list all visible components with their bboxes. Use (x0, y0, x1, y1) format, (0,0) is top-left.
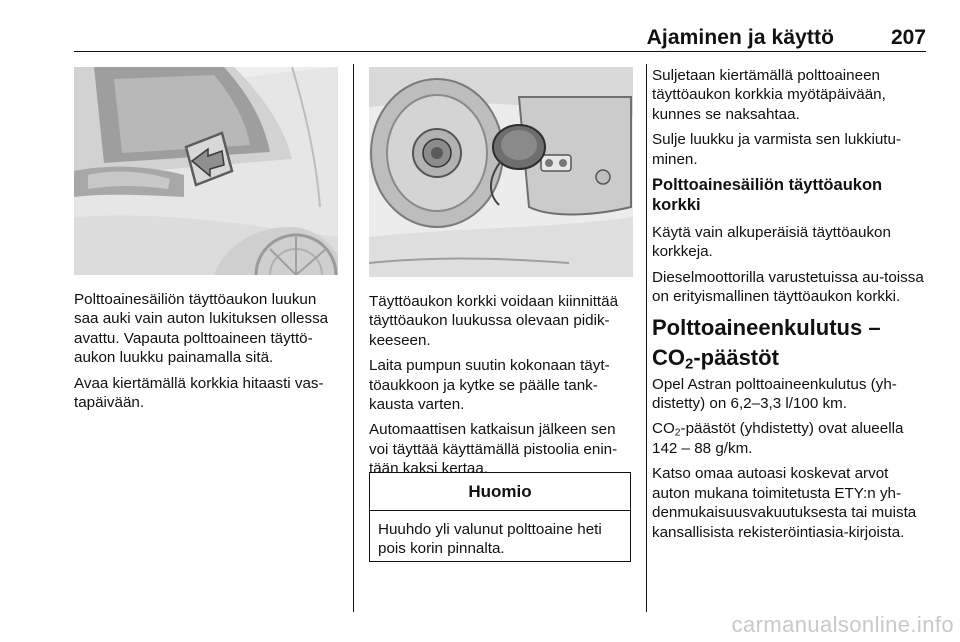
subheading: Polttoainesäiliön täyttöaukon korkki (652, 176, 883, 215)
body-paragraph: Sulje luukku ja varmista sen lukkiutu-minen. (652, 131, 902, 168)
column-divider-right (646, 64, 647, 612)
co2-text-part: CO (652, 420, 675, 438)
body-paragraph: Laita pumpun suutin kokonaan täyt-töaukkoon ja kytke se päälle tank-kausta varten. (369, 357, 610, 414)
page-title: Ajaminen ja käyttö (646, 26, 834, 49)
body-paragraph: Dieselmoottorilla varustetuissa au-toissa on erityismallinen täyttöaukon korkki. (652, 268, 924, 306)
body-paragraph: Polttoainesäiliön täyttöaukon luukun saa auki vain auton lukituksen ollessa avattu. Vapauta polttoaineen täyttö-aukon luukku painamalla sitä. (74, 291, 329, 367)
body-paragraph: Katso omaa autoasi koskevat arvot auton mukana toimitetusta ETY:n yh-denmukaisuusvakuutuksesta tai muista kansallisista rekisteröintiasia-kirjoista. (652, 465, 917, 541)
notice-text: Huuhdo yli valunut polttoaine heti pois korin pinnalta. (378, 521, 602, 558)
body-paragraph: Opel Astran polttoaineenkulutus (yh-distetty) on 6,2–3,3 l/100 km. (652, 375, 897, 413)
body-paragraph: Suljetaan kiertämällä polttoaineen täyttöaukon korkkia myötäpäivään, kunnes se naksahtaa. (652, 67, 886, 123)
co2-paragraph (652, 419, 928, 458)
subscript: 2 (674, 428, 681, 440)
body-paragraph: Automaattisen katkaisun jälkeen sen voi täyttää käyttämällä pistoolia enin-tään kaksi kertaa. (369, 421, 618, 478)
body-paragraph: Avaa kiertämällä korkkia hitaasti vas-tapäivään. (74, 374, 324, 412)
header-rule (74, 51, 926, 52)
page-number: 207 (890, 26, 926, 49)
column-3 (652, 66, 928, 548)
page-header (74, 22, 926, 54)
notice-box (369, 472, 631, 562)
notice-title: Huomio (370, 473, 630, 511)
column-2 (369, 292, 633, 485)
section-heading-part: -päästöt (693, 344, 779, 370)
body-paragraph: Täyttöaukon korkki voidaan kiinnittää täyttöaukon luukussa olevaan pidik-keeseen. (369, 293, 619, 349)
subscript: 2 (685, 355, 694, 373)
co2-text-part: -päästöt (yhdistetty) ovat alueella 142 – 88 g/km. (652, 420, 904, 457)
section-heading-part: Polttoaineenkulutus – CO (652, 314, 881, 370)
column-1 (74, 290, 342, 418)
column-divider-left (353, 64, 354, 612)
body-paragraph: Käytä vain alkuperäisiä täyttöaukon korkkeja. (652, 224, 891, 261)
watermark: carmanualsonline.info (731, 612, 954, 637)
section-heading (652, 313, 928, 373)
fuel-flap-illustration (74, 67, 338, 275)
fuel-cap-illustration (369, 67, 633, 277)
